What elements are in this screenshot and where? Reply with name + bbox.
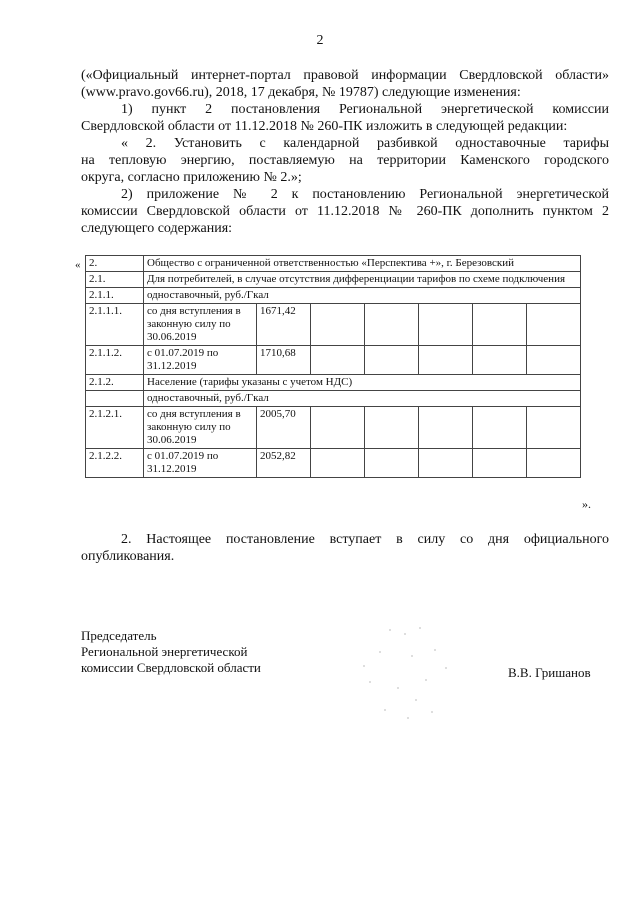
table-row — [86, 256, 581, 272]
row-text: Население (тарифы указаны с учетом НДС) — [144, 375, 581, 391]
empty-cell — [473, 346, 527, 375]
table-row — [86, 272, 581, 288]
row-value: 2052,82 — [257, 449, 311, 478]
faint-stamp-marks — [350, 622, 470, 732]
intro-line: (www.pravo.gov66.ru), 2018, 17 декабря, № 19787) следующие изменения: — [81, 85, 521, 100]
empty-cell — [419, 449, 473, 478]
table-row — [86, 304, 581, 346]
empty-cell — [527, 346, 581, 375]
empty-cell — [419, 346, 473, 375]
item-1-line: Свердловской области от 11.12.2018 № 260-ПК изложить в следующей редакции: — [81, 119, 568, 134]
final-item-paragraph — [81, 531, 609, 565]
page-number: 2 — [316, 33, 324, 48]
empty-cell — [365, 449, 419, 478]
item-2-paragraph — [81, 186, 609, 237]
row-number: 2.1. — [86, 272, 144, 288]
quote-2-line: на тепловую энергию, поставляемую на территории Каменского городского — [81, 153, 609, 168]
item-1-paragraph — [81, 101, 609, 135]
row-value: 1671,42 — [257, 304, 311, 346]
item-2-line: комиссии Свердловской области от 11.12.2018 № 260-ПК дополнить пунктом 2 — [81, 204, 609, 219]
intro-paragraph — [81, 67, 609, 101]
empty-cell — [311, 346, 365, 375]
empty-cell — [527, 407, 581, 449]
table-row — [86, 346, 581, 375]
row-number: 2.1.1.2. — [86, 346, 144, 375]
empty-cell — [365, 407, 419, 449]
quote-2-paragraph — [81, 135, 609, 186]
item-2-line: 2) приложение № 2 к постановлению Региональной энергетической — [121, 187, 609, 202]
row-value: 2005,70 — [257, 407, 311, 449]
row-number: 2.1.1.1. — [86, 304, 144, 346]
quote-close-mark: ». — [582, 497, 591, 511]
empty-cell — [365, 346, 419, 375]
final-item-line: 2. Настоящее постановление вступает в силу со дня официального — [121, 532, 609, 547]
row-text: Общество с ограниченной ответственностью «Перспектива +», г. Березовский — [144, 256, 581, 272]
signer-title-line: комиссии Свердловской области — [81, 660, 261, 675]
empty-cell — [419, 407, 473, 449]
signer-name: В.В. Гришанов — [508, 665, 591, 680]
row-period: со дня вступления в законную силу по 30.06.2019 — [144, 407, 257, 449]
row-text: одноставочный, руб./Гкал — [144, 391, 581, 407]
row-number: 2. — [86, 256, 144, 272]
row-period: с 01.07.2019 по 31.12.2019 — [144, 449, 257, 478]
empty-cell — [365, 304, 419, 346]
empty-cell — [311, 304, 365, 346]
empty-cell — [311, 449, 365, 478]
row-period: со дня вступления в законную силу по 30.06.2019 — [144, 304, 257, 346]
intro-line: («Официальный интернет-портал правовой информации Свердловской области» — [81, 68, 609, 83]
quote-2-line: округа, согласно приложению № 2.»; — [81, 170, 302, 185]
item-2-line: следующего содержания: — [81, 221, 233, 236]
item-1-line: 1) пункт 2 постановления Региональной энергетической комиссии — [121, 102, 609, 117]
empty-cell — [473, 449, 527, 478]
row-number: 2.1.2.1. — [86, 407, 144, 449]
row-number: 2.1.2. — [86, 375, 144, 391]
empty-cell — [527, 304, 581, 346]
empty-cell — [527, 449, 581, 478]
final-item-line: опубликования. — [81, 549, 175, 564]
signer-title-line: Председатель — [81, 628, 157, 643]
row-number: 2.1.2.2. — [86, 449, 144, 478]
row-number — [86, 391, 144, 407]
tariff-table — [85, 255, 581, 478]
empty-cell — [473, 304, 527, 346]
signer-title — [81, 628, 261, 676]
table-row — [86, 449, 581, 478]
signer-title-line: Региональной энергетической — [81, 644, 248, 659]
table-row — [86, 407, 581, 449]
empty-cell — [473, 407, 527, 449]
table-row — [86, 391, 581, 407]
quote-2-line: « 2. Установить с календарной разбивкой одноставочные тарифы — [121, 136, 609, 151]
empty-cell — [311, 407, 365, 449]
quote-open-mark: « — [75, 259, 81, 271]
row-number: 2.1.1. — [86, 288, 144, 304]
table-row — [86, 288, 581, 304]
row-value: 1710,68 — [257, 346, 311, 375]
row-period: с 01.07.2019 по 31.12.2019 — [144, 346, 257, 375]
row-text: одноставочный, руб./Гкал — [144, 288, 581, 304]
table-row — [86, 375, 581, 391]
row-text: Для потребителей, в случае отсутствия дифференциации тарифов по схеме подключения — [144, 272, 581, 288]
empty-cell — [419, 304, 473, 346]
